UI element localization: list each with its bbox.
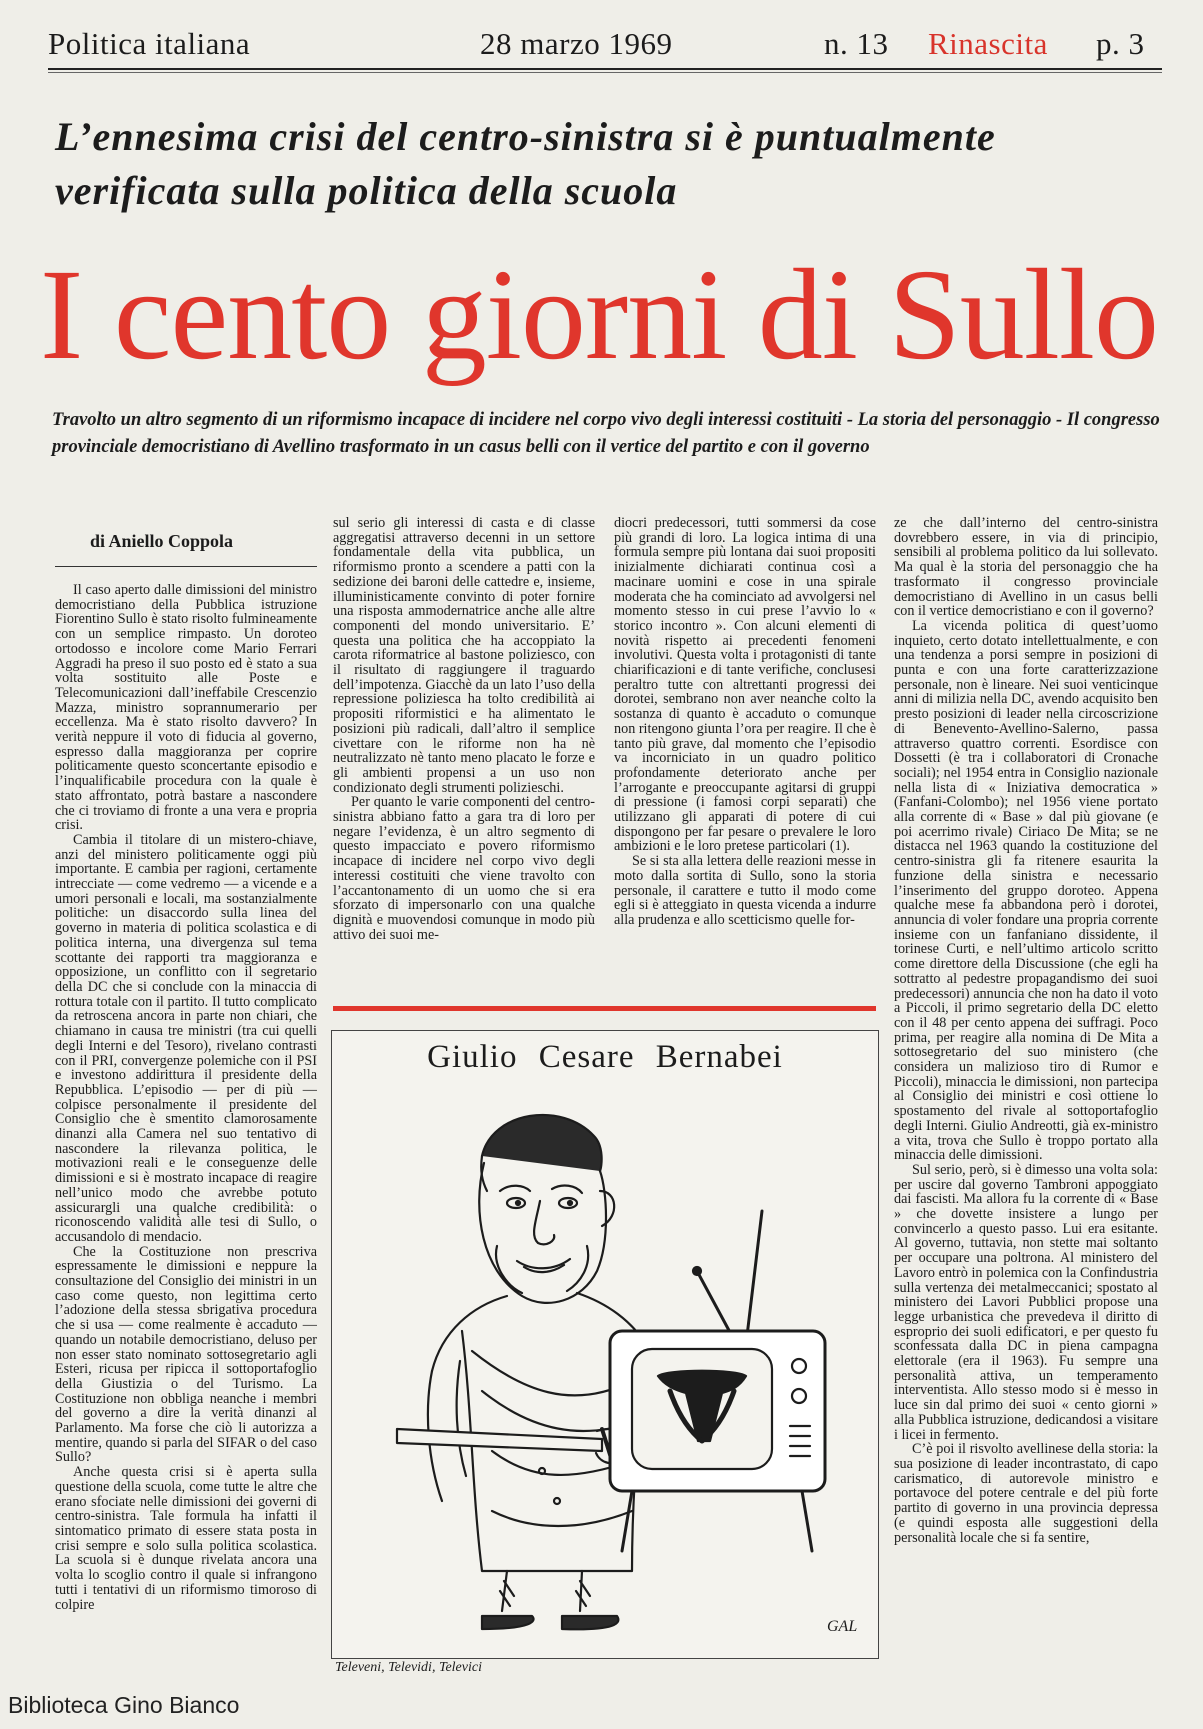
magazine-name: Rinascita [928, 26, 1048, 61]
paragraph: Il caso aperto dalle dimissioni del ministro democristiano della Pubblica istruzione Fiorentino Sullo è stato risolto fulmineamente con un semplice rimpasto. Un doroteo ortodosso e incolore come Mario Ferrari Aggradi ha preso il suo posto ed è stato a sua volta sostituito alle Poste e Telecomunicazioni dall’ineffabile Crescenzio Mazza, ministro soprannumerario per eccellenza. Ma è stato risolto davvero? In verità neppure il voto di fiducia al governo, espresso dalla maggioranza per coprire politicamente questo sconcertante episodio e l’inqualificabile procedura con la quale è stato affrontato, potrà bastare a nascondere che ci troviamo di fronte a una vera e propria crisi. [55, 583, 317, 834]
header-rule [48, 68, 1162, 70]
cartoon-box [331, 1030, 879, 1659]
kicker: L’ennesima crisi del centro-sinistra si è puntualmente verificata sulla politica della scuola [55, 114, 996, 213]
paragraph: sul serio gli interessi di casta e di classe aggregatisi attraverso decenni in un settore fondamentale della vita pubblica, un riformismo pronto a scendere a patti con la sedizione dei baroni delle cattedre e, insieme, illuministicamente convinto di poter fornire una risposta ammodernatrice anche alle altre componenti del mondo universitario. E’ questa una politica che ha accoppiato la carota riformatrice al bastone poliziesco, con il risultato di raggiungere il traguardo dell’impotenza. Giacchè da un lato l’uso della repressione poliziesca ha tolto credibilità ai propositi riformistici e ha alimentato le posizioni più radicali, dall’altro il semplice civettare con le riforme non ha nè neutralizzato nè tanto meno placato le forze e gli ambienti propensi a un uso non condizionato degli strumenti polizieschi. [333, 516, 595, 796]
issue-date: 28 marzo 1969 [480, 26, 673, 61]
paragraph: Che la Costituzione non prescriva espressamente le dimissioni e neppure la consultazione del Consiglio dei ministri in un caso come questo, non legittima certo l’adozione della stessa sbrigativa procedura che si usa — come realmente è accaduto — quando un notabile democristiano, deluso per non esser stato nominato sottosegretario agli Esteri, ricusa per ripicca il sottoportafoglio della Giustizia o del Turismo. La Costituzione non obbliga neanche i membri del governo a dire la verità dinanzi al Parlamento. Ma forse che ciò li autorizza a mentire, quando si parla del SIFAR o del caso Sullo? [55, 1243, 317, 1466]
issue-number: n. 13 [824, 26, 889, 61]
headline: I cento giorni di Sullo [40, 243, 1158, 387]
caricature-illustration [332, 1031, 878, 1658]
cartoon-title: Giulio Cesare Bernabei [427, 1039, 783, 1075]
page-header [48, 26, 1162, 66]
paragraph: Sul serio, però, si è dimesso una volta sola: per uscire dal governo Tambroni appoggiato dai fascisti. Ma allora fu la corrente di « Base » che dovette insistere a lungo per convincerlo a questo passo. Lui era esitante. Al governo, tuttavia, non stette mai soltanto per occupare una poltrona. Al ministero del Lavoro entrò in polemica con la Confindustria sulla vertenza dei metalmeccanici; spostato al ministero dei Lavori Pubblici propose una legge urbanistica che prevedeva il diritto di esproprio dei suoli edificatori, e per questo fu sconfessata dalla DC in piena campagna elettorale (era il 1963). Fu sempre una personalità attiva, un temperamento interventista. Allo stesso modo si è messo in luce sin dal primo dei suoi « cento giorni » alla Pubblica istruzione, dedicandosi a visitare i licei in fermento. [894, 1161, 1158, 1443]
red-divider [333, 1006, 876, 1011]
library-watermark: Biblioteca Gino Bianco [8, 1692, 240, 1718]
byline-rule [55, 566, 317, 567]
paragraph: La vicenda politica di quest’uomo inquieto, certo dotato intellettualmente, e con una tendenza a porsi sempre in posizioni di punta e con una forte caratterizzazione personale, non è lineare. Nei suoi venticinque anni di milizia nella DC, avendo acquisito ben presto posizioni di leader nella circoscrizione di Benevento-Avellino-Salerno, passa attraverso quattro correnti. Esordisce con Dossetti (è tra i collaboratori di Cronache sociali); nel 1954 entra in Consiglio nazionale nella lista di « Iniziativa democratica » (Fanfani-Colombo); nel 1956 viene portato alla corrente di « Base » dal più giovane (e poi acerrimo rivale) Ciriaco De Mita; se ne distacca nel 1963 quando la costituzione del centro-sinistra gli fa ritenere esaurita la funzione della sinistra e necessario l’inserimento del gruppo doroteo. Appena qualche mese fa abbandona però i dorotei, annuncia di voler fondare una propria corrente insieme con un fanfaniano dissidente, il torinese Curti, e nell’ultimo articolo scritto come direttore della Discussione (che egli ha sottratto al pedestre propagandismo dei suoi predecessori) annuncia che non ha dato il voto a Piccoli, il primo segretario della DC eletto con il 48 per cento appena dei suffragi. Poco prima, per reagire alla nomina di De Mita a sottosegretario del suo ministero (che considera un malizioso tiro di Rumor e Piccoli), minaccia le dimissioni, non partecipa al Consiglio dei ministri e così ottiene lo spostamento del rivale al sottoportafoglio degli Interni. Giulio Andreotti, già ex-ministro a vita, trova che Sullo è troppo portato alla minaccia delle dimissioni. [894, 617, 1158, 1164]
byline: di Aniello Coppola [90, 531, 234, 551]
article-column-2 [333, 516, 595, 1011]
paragraph: Se si sta alla lettera delle reazioni messe in moto dalla sortita di Sullo, sono la storia personale, il carattere e tutto il modo come egli si è atteggiato in questa vicenda a indurre alla prudenza e allo scetticismo quelle for- [614, 853, 876, 928]
article-column-1 [55, 583, 317, 1683]
paragraph: Per quanto le varie componenti del centro-sinistra abbiano fatto a gara tra di loro per negare l’evidenza, è un altro segmento di questo impacciato e povero riformismo incapace di incidere nel corpo vivo degli interessi costituiti che viene travolto con l’accantonamento di un uomo che si era sforzato di impersonarlo con una qualche dignità e muovendosi comunque in modo più attivo dei suoi me- [333, 794, 595, 943]
paragraph: Cambia il titolare di un mistero-chiave, anzi del ministero politicamente oggi più importante. E cambia per ragioni, certamente intrecciate — come vedremo — a vicende e a umori personali e locali, ma sostanzialmente politiche: un disaccordo sulla linea del governo in materia di politica scolastica e di politica interna, una divergenza sul tema scottante dei rapporti tra maggioranza e opposizione, un conflitto con il segretario della DC che si conclude con la minaccia di rottura totale con il partito. Il tutto complicato da retroscena ancora in parte non chiari, che chiamano in causa tre ministri (tra cui quelli degli Interni e del Tesoro), rivelano contrasti con il PRI, convergenze polemiche con il PSI e investono addirittura il presidente della Repubblica. L’episodio — per di più — colpisce personalmente il presidente del Consiglio che è smentito clamorosamente dinanzi alla Camera nel suo tentativo di nascondere la rilevanza politica, le motivazioni reali e le conseguenze delle dimissioni e si è mostrato incapace di reagire nell’unico modo che avrebbe potuto assicurargli una qualche credibilità: o riconoscendo validità alle tesi di Sullo, o accusandolo di mendacio. [55, 831, 317, 1245]
cartoon-caption: Televeni, Televidi, Televici [335, 1660, 482, 1675]
article-column-4 [894, 516, 1158, 1682]
page-number: p. 3 [1096, 26, 1145, 61]
paragraph: Anche questa crisi si è aperta sulla questione della scuola, come tutte le altre che erano sfociate nelle dimissioni dei governi di centro-sinistra. Tale formula ha infatti il sintomatico primato di essere stata posta in crisi sempre e solo sulla politica scolastica. La scuola si è dunque rivelata ancora una volta lo scoglio contro il quale si infrangono tutti i tentativi di un riformismo timoroso di colpire [55, 1464, 317, 1613]
section-label: Politica italiana [48, 26, 251, 61]
header-rule-thin [48, 72, 1162, 73]
paragraph: C’è poi il risvolto avellinese della storia: la sua posizione di leader incontrastato, di capo carismatico, di autorevole ministro e portavoce del potere centrale e del più forte partito di governo in una provincia depressa (e quindi esposta alle suggestioni della personalità locale che si fa sentire, [894, 1441, 1158, 1546]
subhead: Travolto un altro segmento di un riformismo incapace di incidere nel corpo vivo degli interessi costituiti - La storia del personaggio - Il congresso provinciale democristiano di Avellino trasformato in un casus belli con il vertice del partito e con il governo [52, 410, 1160, 457]
cartoon-signature: GAL [827, 1618, 858, 1635]
paragraph: ze che dall’interno del centro-sinistra dovrebbero essere, in via di principio, sensibili al problema politico da lui sollevato. Ma qual è la storia del personaggio che ha trasformato il congresso provinciale democristiano di Avellino in un casus belli con il vertice democristiano e con il governo? [894, 516, 1158, 620]
paragraph: diocri predecessori, tutti sommersi da cose più grandi di loro. La logica intima di una formula sempre più lontana dai suoi propositi inizialmente dichiarati continua così a macinare uomini e cose in una spirale moderata che ha cominciato ad avvolgersi nel momento stesso in cui prese l’avvio lo « storico incontro ». Con alcuni elementi di novità rispetto ai precedenti fenomeni involutivi. Questa volta i protagonisti di tante chiarificazioni e di tante verifiche, conclusesi peraltro tutte con altrettanti progressi dei dorotei, sembrano non aver neanche colto la sostanza di quanto è accaduto o comunque non ritengono giunta l’ora per reagire. Il che è tanto più grave, dal momento che l’episodio va incorniciato in un quadro politico profondamente deteriorato anche per l’arrogante e preoccupante agitarsi di gruppi di pressione (i famosi corpi separati) che utilizzano gli apparati di potere di cui dispongono per far pesare o prevalere le loro ambizioni e le loro pretese particolari (1). [614, 516, 876, 855]
article-column-3 [614, 516, 876, 1011]
